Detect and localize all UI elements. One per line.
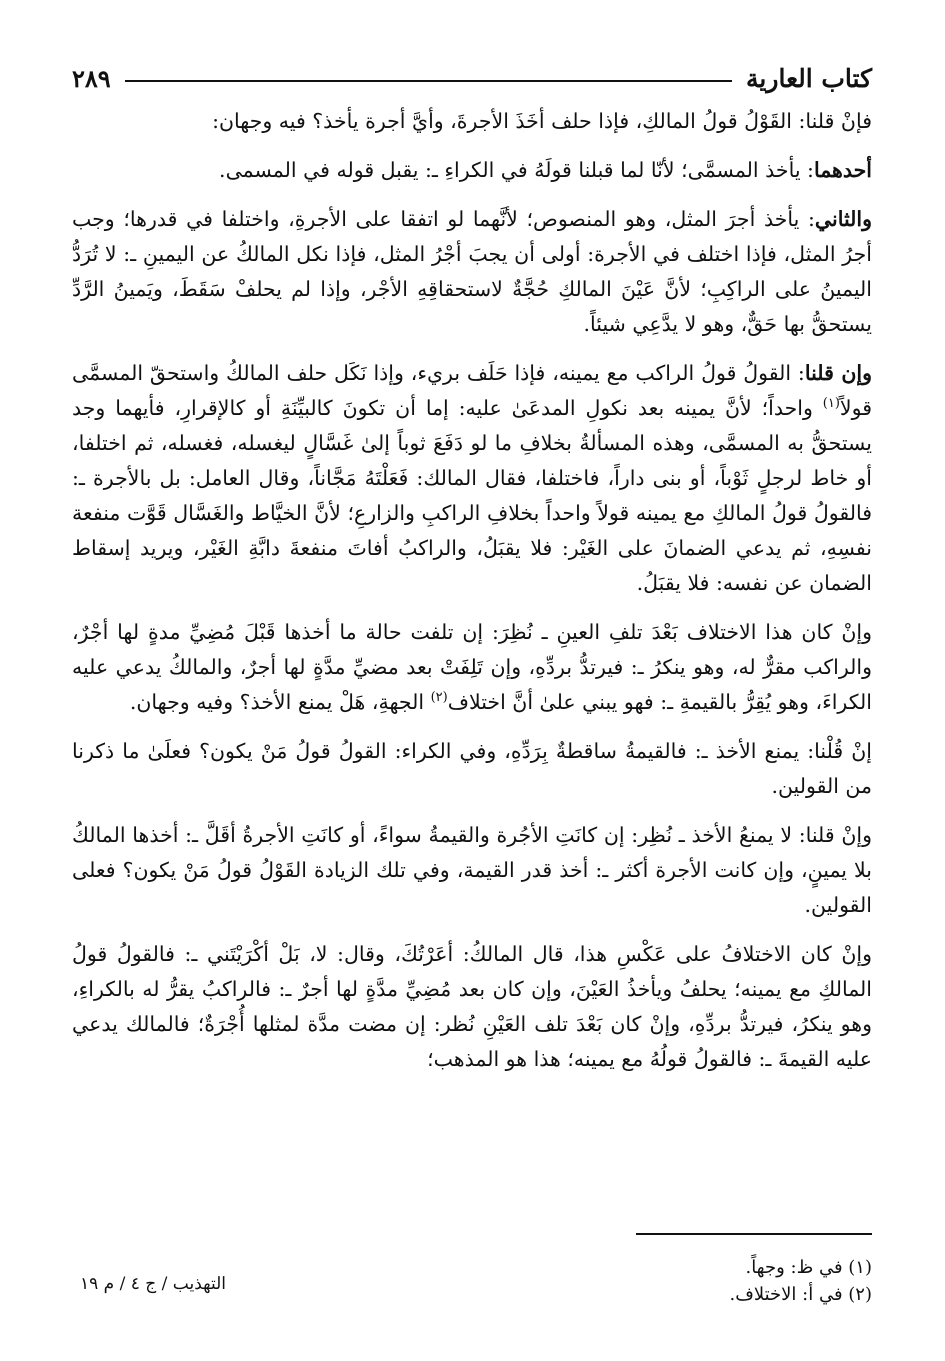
footnote-reference[interactable]: (٢) — [430, 690, 448, 706]
paragraph — [72, 818, 872, 923]
running-header — [72, 58, 872, 98]
paragraph-text: وإنْ كان الاختلافُ على عَكْسِ هذا، قال المالكُ: أعَرْتُكَ، وقال: لا، بَلْ أكْرَيْتَني ـ: فالقولُ قولُ المالكِ مع يمينه؛ يحلفُ ويأخذُ العَيْنَ، وإن كان بعد مُضِيِّ مدَّةٍ لها أجرٌ ـ: فالراكبُ يقرُّ له بالكراءِ، وهو ينكرُ، فيرتدُّ بردِّهِ، وإنْ كان بَعْدَ تلف العَيْنِ نُظر: إن مضت مدَّة لمثلها أُجْرَةٌ؛ فالمالك يدعي عليه القيمةَ ـ: فالقولُ قولُهُ مع يمينه؛ هذا هو المذهب؛ — [72, 942, 872, 1071]
paragraph-text: فإنْ قلنا: القَوْلُ قولُ المالكِ، فإذا حلف أخَذَ الأجرةَ، وأيَّ أجرة يأخذ؟ فيه وجهان: — [212, 109, 872, 133]
page-number: ٢٨٩ — [72, 63, 111, 93]
paragraph — [72, 356, 872, 601]
paragraph-text: : يأخذ المسمَّى؛ لأنّا لما قبلنا قولَهُ في الكراءِ ـ: يقبل قوله في المسمى. — [219, 158, 814, 182]
paragraph-lead: وإن قلنا — [804, 361, 873, 385]
paragraph — [72, 202, 872, 342]
main-text — [72, 104, 872, 1077]
paragraph-text: : يأخذ أجرَ المثل، وهو المنصوص؛ لأنَّهما لو اتفقا على الأجرةِ، واختلفا في قدرها؛ وجب أجرُ المثل، فإذا اختلف في الأجرة: أولى أن يجبَ أجْرُ المثل، فإذا نكل المالكُ عن اليمينِ ـ: لا تُرَدُّ اليمينُ على الراكِبِ؛ لأنَّ عَيْنَ المالكِ حُجَّةٌ لاستحقاقِهِ الأجْر، وإذا لم يحلفْ سَقَطَ، ويَمينُ الرَّدِّ يستحقُّ بها حَقٌّ، وهو لا يدَّعِي شيئاً. — [72, 207, 872, 336]
paragraph-text: إنْ قُلْنا: يمنع الأخذ ـ: فالقيمةُ ساقطةٌ بِرَدِّهِ، وفي الكراء: القولُ قولُ مَنْ يكون؟ فعلَىٰ ما ذكرنا من القولين. — [72, 739, 872, 798]
footnote-item: (٢) في أ: الاختلاف. — [729, 1284, 872, 1305]
paragraph — [72, 153, 872, 188]
paragraph-lead: أحدهما — [813, 158, 872, 182]
header-rule — [125, 80, 732, 82]
paragraph-text-continued: واحداً؛ لأنَّ يمينه بعد نكولِ المدعَىٰ عليه: إما أن تكونَ كالبيِّنَةِ أو كالإقرارِ، فأيهما وجد يستحقُّ به المسمَّى، وهذه المسألةُ بخلافِ ما لو دَفَعَ ثوباً إلىٰ غَسَّالٍ ليغسله، فغسله، ثم اختلفا، أو خاط لرجلٍ ثَوْباً، أو بنى داراً، فاختلفا، فقال المالك: فَعَلْتَهُ مَجَّاناً، وقال العامل: بل بالأجرة ـ: فالقولُ قولُ المالكِ مع يمينه قولاً واحداً بخلافِ الراكبِ والزارعِ؛ لأنَّ الخيَّاط والغَسَّال قَوَّت منفعة نفسِهِ، ثم يدعي الضمانَ على الغَيْر: فلا يقبَلُ، والراكبُ أفاتَ منفعةَ دابَّةِ الغَيْر، ويريد إسقاط الضمان عن نفسه: فلا يقبَلُ. — [72, 396, 872, 595]
page — [72, 58, 872, 1328]
paragraph-text: وإنْ قلنا: لا يمنعُ الأخذ ـ نُظِر: إن كانَتِ الأجُرة والقيمةُ سواءً، أو كانَتِ الأجرةُ أقَلَّ ـ: أخذها المالكُ بلا يمينٍ، وإن كانت الأجرة أكثر ـ: أخذ قدر القيمة، وفي تلك الزيادة القَوْلُ قولُ مَنْ يكون؟ فعلى القولين. — [72, 823, 872, 917]
paragraph — [72, 734, 872, 804]
paragraph-text: وإنْ كان هذا الاختلاف بَعْدَ تلفِ العينِ ـ نُظِرَ: إن تلفت حالة ما أخذها قَبْلَ مُضِيِّ مدةٍ لها أجْرٌ، والراكب مقرٌّ له، وهو ينكرُ ـ: فيرتدُّ بردِّهِ، وإن تَلِفَتْ بعد مضيِّ مدَّةٍ لها أجرٌ، والمالكُ يدعي عليه الكراءَ، وهو يُقِرُّ بالقيمةِ ـ: فهو يبني علىٰ أنَّ اختلاف — [72, 620, 872, 714]
paragraph-text-continued: الجهةِ، هَلْ يمنع الأخذ؟ وفيه وجهان. — [129, 690, 431, 714]
printer-signature: التهذيب / ج ٤ / م ١٩ — [80, 1274, 227, 1294]
paragraph — [72, 937, 872, 1077]
footnote-item: (١) في ظ: وجهاً. — [745, 1257, 872, 1278]
paragraph-text: : القولُ قولُ الراكب مع يمينه، فإذا حَلَف بريء، وإذا نَكَل حلف المالكُ واستحقّ المسمَّى قولاً — [72, 361, 872, 420]
footnote-separator — [636, 1233, 872, 1235]
book-title: كتاب العارية — [746, 63, 872, 93]
footnote-reference[interactable]: (١) — [822, 396, 840, 412]
paragraph — [72, 615, 872, 720]
paragraph — [72, 104, 872, 139]
paragraph-lead: والثاني — [814, 207, 872, 231]
